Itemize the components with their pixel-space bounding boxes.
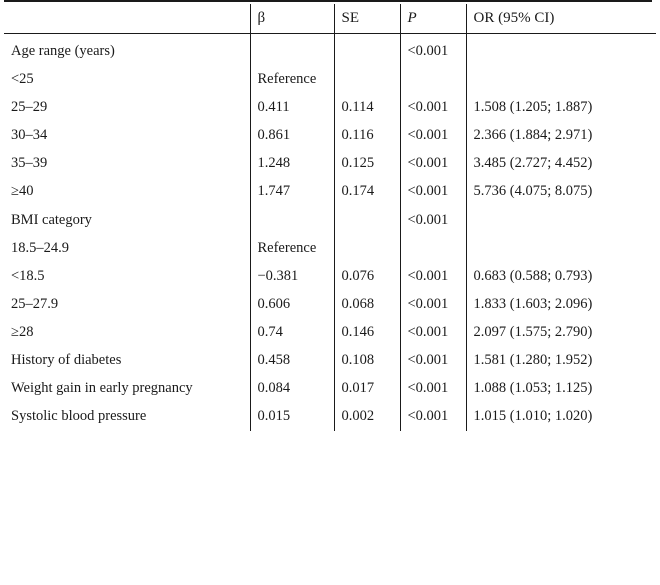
cell-p: <0.001 [400, 402, 466, 430]
cell-beta [250, 33, 334, 65]
table-row [4, 65, 656, 93]
cell-se: 0.108 [334, 346, 400, 374]
cell-beta: Reference [250, 234, 334, 262]
cell-se: 0.146 [334, 318, 400, 346]
cell-p [400, 234, 466, 262]
cell-p: <0.001 [400, 346, 466, 374]
cell-or [466, 206, 656, 234]
cell-or: 1.581 (1.280; 1.952) [466, 346, 656, 374]
table-header [4, 4, 656, 33]
cell-se [334, 33, 400, 65]
cell-variable: Weight gain in early pregnancy [11, 380, 193, 397]
cell-or: 1.015 (1.010; 1.020) [466, 402, 656, 430]
cell-variable: History of diabetes [11, 352, 122, 369]
cell-beta: 0.74 [250, 318, 334, 346]
cell-p: <0.001 [400, 149, 466, 177]
cell-beta: 1.248 [250, 149, 334, 177]
table-row [4, 33, 656, 65]
table-row [4, 121, 656, 149]
cell-beta: 0.084 [250, 374, 334, 402]
cell-or: 2.366 (1.884; 2.971) [466, 121, 656, 149]
cell-se [334, 234, 400, 262]
cell-or: 0.683 (0.588; 0.793) [466, 262, 656, 290]
cell-p: <0.001 [400, 206, 466, 234]
cell-se: 0.114 [334, 93, 400, 121]
table-row [4, 346, 656, 374]
cell-p: <0.001 [400, 290, 466, 318]
table-row [4, 234, 656, 262]
column-header-beta: β [250, 4, 334, 33]
column-header-or: OR (95% CI) [466, 4, 656, 33]
cell-variable: 25–29 [11, 99, 48, 115]
cell-or: 5.736 (4.075; 8.075) [466, 177, 656, 205]
cell-beta: 0.861 [250, 121, 334, 149]
cell-beta: −0.381 [250, 262, 334, 290]
cell-se: 0.017 [334, 374, 400, 402]
table-row [4, 149, 656, 177]
cell-p: <0.001 [400, 93, 466, 121]
cell-se [334, 65, 400, 93]
cell-variable: BMI category [11, 211, 92, 228]
cell-p: <0.001 [400, 33, 466, 65]
cell-variable: ≥40 [11, 183, 34, 200]
cell-p: <0.001 [400, 177, 466, 205]
table-top-rule [4, 0, 652, 2]
cell-beta: 0.015 [250, 402, 334, 430]
cell-variable: ≥28 [11, 324, 34, 340]
table-row [4, 177, 656, 205]
cell-beta: 0.458 [250, 346, 334, 374]
cell-p: <0.001 [400, 318, 466, 346]
cell-se [334, 206, 400, 234]
cell-or [466, 234, 656, 262]
cell-p: <0.001 [400, 121, 466, 149]
cell-se: 0.076 [334, 262, 400, 290]
cell-se: 0.125 [334, 149, 400, 177]
table-row [4, 206, 656, 234]
table-body [4, 33, 656, 430]
cell-se: 0.174 [334, 177, 400, 205]
cell-se: 0.068 [334, 290, 400, 318]
column-header-variable [4, 4, 250, 33]
cell-beta: Reference [250, 65, 334, 93]
cell-or: 1.833 (1.603; 2.096) [466, 290, 656, 318]
cell-or [466, 33, 656, 65]
cell-se: 0.116 [334, 121, 400, 149]
cell-beta: 0.411 [250, 93, 334, 121]
column-header-p: P [400, 4, 466, 33]
cell-p: <0.001 [400, 374, 466, 402]
table-row [4, 374, 656, 402]
column-header-se: SE [334, 4, 400, 33]
cell-or: 2.097 (1.575; 2.790) [466, 318, 656, 346]
table-row [4, 318, 656, 346]
cell-variable: 25–27.9 [11, 295, 59, 312]
table-top-rule-gap [652, 0, 660, 8]
cell-or [466, 65, 656, 93]
table-row [4, 262, 656, 290]
cell-beta: 1.747 [250, 177, 334, 205]
table-row [4, 93, 656, 121]
cell-variable: Systolic blood pressure [11, 408, 147, 425]
cell-variable: 30–34 [11, 127, 48, 144]
cell-or: 1.508 (1.205; 1.887) [466, 93, 656, 121]
cell-beta: 0.606 [250, 290, 334, 318]
regression-results-table [4, 4, 656, 431]
cell-variable: 35–39 [11, 155, 48, 172]
cell-variable: 18.5–24.9 [11, 239, 69, 256]
cell-beta [250, 206, 334, 234]
table-header-row [4, 4, 656, 33]
cell-p: <0.001 [400, 262, 466, 290]
table-row [4, 402, 656, 430]
cell-se: 0.002 [334, 402, 400, 430]
cell-or: 1.088 (1.053; 1.125) [466, 374, 656, 402]
cell-variable: <25 [11, 70, 34, 87]
cell-p [400, 65, 466, 93]
cell-variable: Age range (years) [11, 42, 115, 59]
cell-variable: <18.5 [11, 267, 45, 284]
table-row [4, 290, 656, 318]
cell-or: 3.485 (2.727; 4.452) [466, 149, 656, 177]
